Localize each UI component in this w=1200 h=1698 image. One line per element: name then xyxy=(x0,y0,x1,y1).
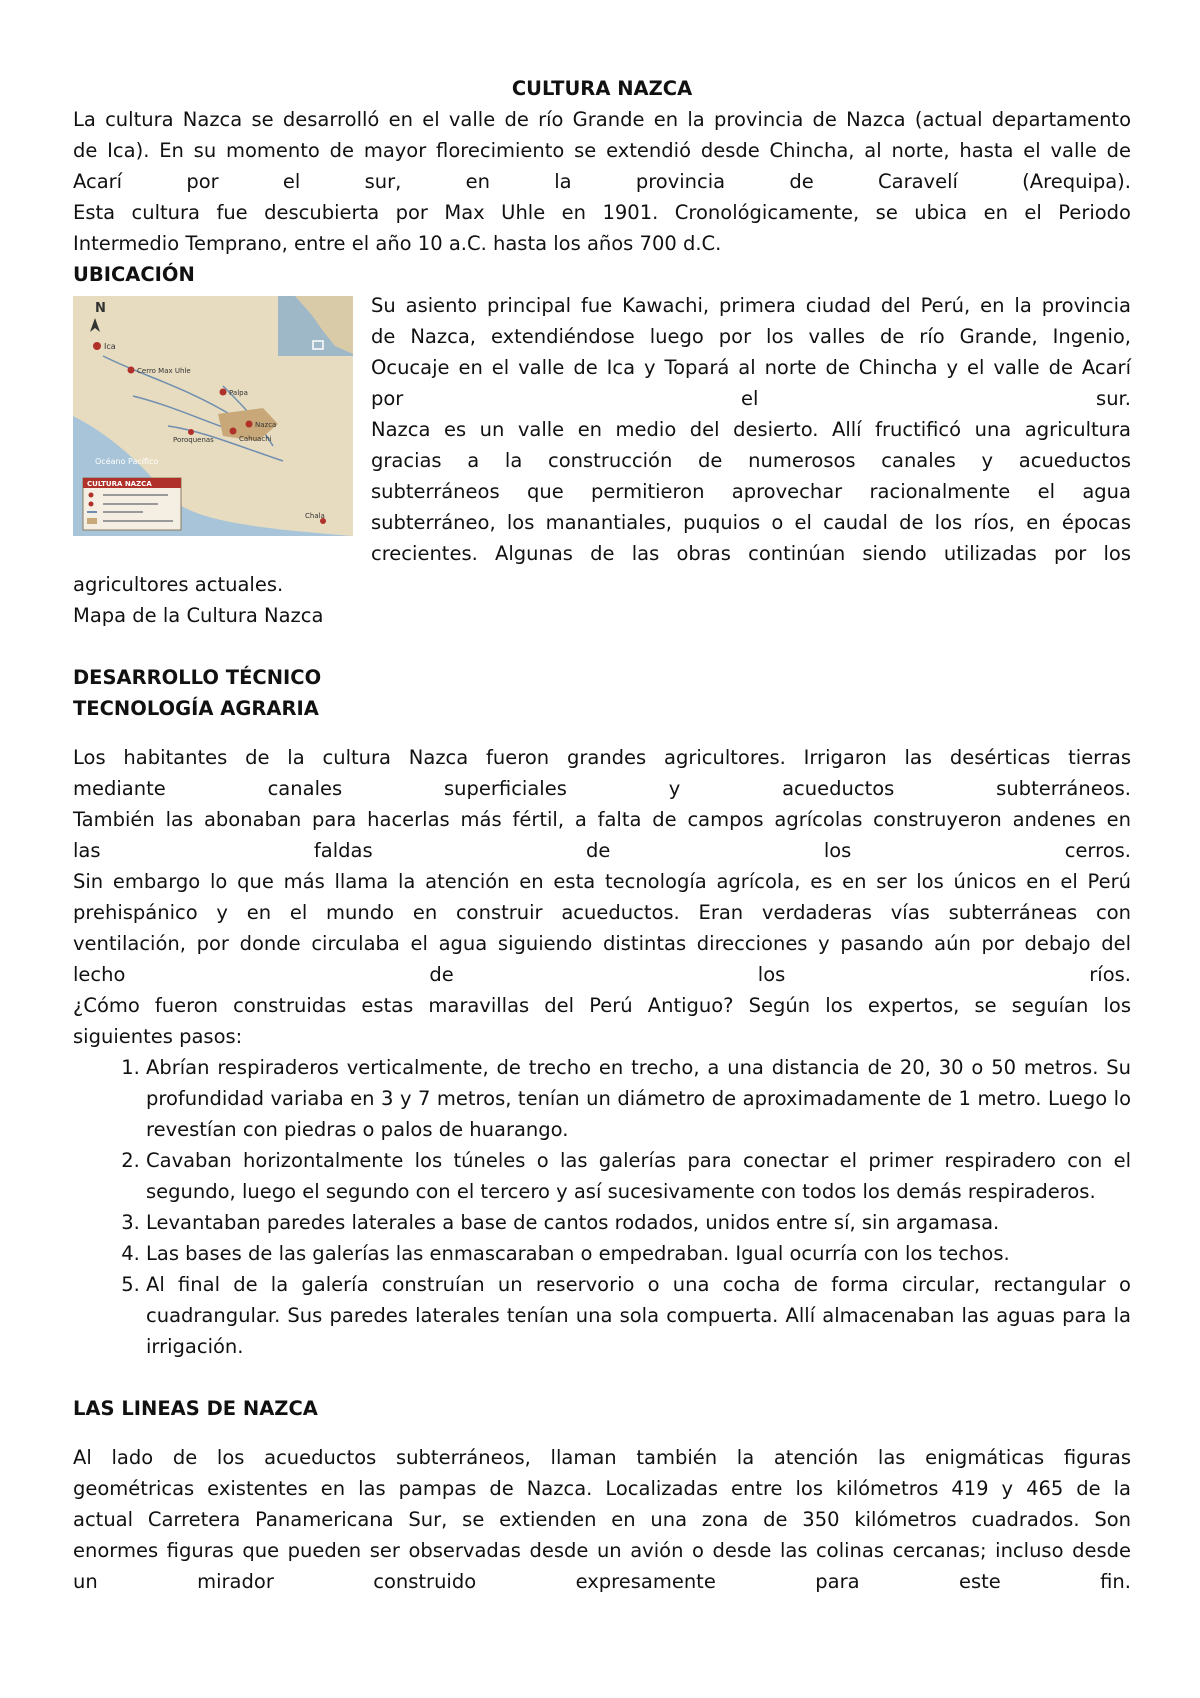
ubicacion-line: subterráneos que permitieron aprovechar racionalmente el agua xyxy=(371,480,1131,503)
list-item: 5. Al final de la galería construían un reservorio o una cocha de forma circular, rectangular o cuadrangular. Sus paredes laterales tenían una sola compuerta. Allí almacenaban las aguas para la irrigación. xyxy=(146,1269,1131,1362)
intro-line: de Ica). En su momento de mayor florecimiento se extendió desde Chincha, al norte, hasta el valle de xyxy=(73,139,1131,162)
desarrollo-line: ventilación, por donde circulaba el agua siguiendo distintas direcciones y pasando aún por debajo del xyxy=(73,932,1131,955)
intro-line: La cultura Nazca se desarrolló en el valle de río Grande en la provincia de Nazca (actual departamento xyxy=(73,108,1131,131)
ubicacion-line: gracias a la construcción de numerosos canales y acueductos xyxy=(371,449,1131,472)
intro-line: Esta cultura fue descubierta por Max Uhle en 1901. Cronológicamente, se ubica en el Periodo xyxy=(73,201,1131,224)
map-place-label: Poroquenas xyxy=(173,436,214,444)
nazca-map-figure xyxy=(73,296,353,536)
desarrollo-line: prehispánico y en el mundo en construir acueductos. Eran verdaderas vías subterráneas con xyxy=(73,901,1131,924)
ubicacion-line: Ocucaje en el valle de Ica y Topará al norte de Chincha y el valle de Acarí xyxy=(371,356,1131,379)
section-heading-desarrollo: DESARROLLO TÉCNICO xyxy=(73,666,322,689)
nazca-map xyxy=(73,296,353,536)
ubicacion-line: por el sur. xyxy=(371,387,1131,410)
map-ocean-label: Océano Pacífico xyxy=(95,457,159,466)
map-place-label: Nazca xyxy=(255,421,277,429)
legend-area-icon xyxy=(87,518,97,524)
map-site-marker xyxy=(93,342,101,350)
desarrollo-line: ¿Cómo fueron construidas estas maravillas del Perú Antiguo? Según los expertos, se seguían los xyxy=(73,994,1131,1017)
map-site-marker xyxy=(220,389,227,396)
map-site-marker xyxy=(188,429,194,435)
ubicacion-line: subterráneo, los manantiales, puquios o el caudal de los ríos, en épocas xyxy=(371,511,1131,534)
map-place-label: Palpa xyxy=(229,389,248,397)
legend-site-icon xyxy=(89,493,94,498)
list-item: 4. Las bases de las galerías las enmascaraban o empedraban. Igual ocurría con los techos. xyxy=(146,1238,1131,1269)
desarrollo-line: las faldas de los cerros. xyxy=(73,839,1131,862)
list-item: 3. Levantaban paredes laterales a base de cantos rodados, unidos entre sí, sin argamasa. xyxy=(146,1207,1131,1238)
map-caption: Mapa de la Cultura Nazca xyxy=(73,604,324,627)
lineas-line: Al lado de los acueductos subterráneos, llaman también la atención las enigmáticas figuras xyxy=(73,1446,1131,1469)
steps-list xyxy=(73,1052,1131,1362)
ubicacion-line: Nazca es un valle en medio del desierto. Allí fructificó una agricultura xyxy=(371,418,1131,441)
desarrollo-line: siguientes pasos: xyxy=(73,1025,243,1048)
ubicacion-line: crecientes. Algunas de las obras continúan siendo utilizadas por los xyxy=(371,542,1131,565)
list-item: 2. Cavaban horizontalmente los túneles o las galerías para conectar el primer respiradero con el segundo, luego el segundo con el tercero y así sucesivamente con todos los demás respiraderos. xyxy=(146,1145,1131,1207)
desarrollo-line: lecho de los ríos. xyxy=(73,963,1131,986)
desarrollo-line: Sin embargo lo que más llama la atención en esta tecnología agrícola, es en ser los únicos en el Perú xyxy=(73,870,1131,893)
lineas-line: un mirador construido expresamente para este fin. xyxy=(73,1570,1131,1593)
ubicacion-line: agricultores actuales. xyxy=(73,573,284,596)
desarrollo-line: mediante canales superficiales y acueductos subterráneos. xyxy=(73,777,1131,800)
map-site-marker xyxy=(128,367,135,374)
ubicacion-line: de Nazca, extendiéndose luego por los valles de río Grande, Ingenio, xyxy=(371,325,1131,348)
map-site-marker xyxy=(246,421,253,428)
ubicacion-line: Su asiento principal fue Kawachi, primera ciudad del Perú, en la provincia xyxy=(371,294,1131,317)
map-place-label: Ica xyxy=(104,342,116,351)
intro-line: Acarí por el sur, en la provincia de Caravelí (Arequipa). xyxy=(73,170,1131,193)
lineas-line: enormes figuras que pueden ser observadas desde un avión o desde las colinas cercanas; incluso desde xyxy=(73,1539,1131,1562)
legend-site-icon xyxy=(89,502,94,507)
desarrollo-line: Los habitantes de la cultura Nazca fueron grandes agricultores. Irrigaron las desérticas tierras xyxy=(73,746,1131,769)
desarrollo-line: También las abonaban para hacerlas más fértil, a falta de campos agrícolas construyeron andenes en xyxy=(73,808,1131,831)
section-heading-ubicacion: UBICACIÓN xyxy=(73,263,195,286)
lineas-line: actual Carretera Panamericana Sur, se extienden en una zona de 350 kilómetros cuadrados. Son xyxy=(73,1508,1131,1531)
map-place-label: Cahuachi xyxy=(239,435,272,443)
section-heading-tecnologia: TECNOLOGÍA AGRARIA xyxy=(73,697,319,720)
list-item: 1. Abrían respiraderos verticalmente, de trecho en trecho, a una distancia de 20, 30 o 50 metros. Su profundidad variaba en 3 y 7 metros, tenían un diámetro de aproximadamente de 1 metro. Luego lo revestían con piedras o palos de huarango. xyxy=(146,1052,1131,1145)
map-legend-title: CULTURA NAZCA xyxy=(87,480,152,488)
section-heading-lineas: LAS LINEAS DE NAZCA xyxy=(73,1397,318,1420)
map-place-label: Cerro Max Uhle xyxy=(137,367,191,375)
document-content xyxy=(73,73,1131,1597)
lineas-line: geométricas existentes en las pampas de Nazca. Localizadas entre los kilómetros 419 y 465 de la xyxy=(73,1477,1131,1500)
page-title: CULTURA NAZCA xyxy=(511,77,693,100)
intro-line: Intermedio Temprano, entre el año 10 a.C. hasta los años 700 d.C. xyxy=(73,232,722,255)
map-site-marker xyxy=(230,428,237,435)
map-place-label: Chala xyxy=(305,512,325,520)
map-north-label: N xyxy=(95,301,106,316)
